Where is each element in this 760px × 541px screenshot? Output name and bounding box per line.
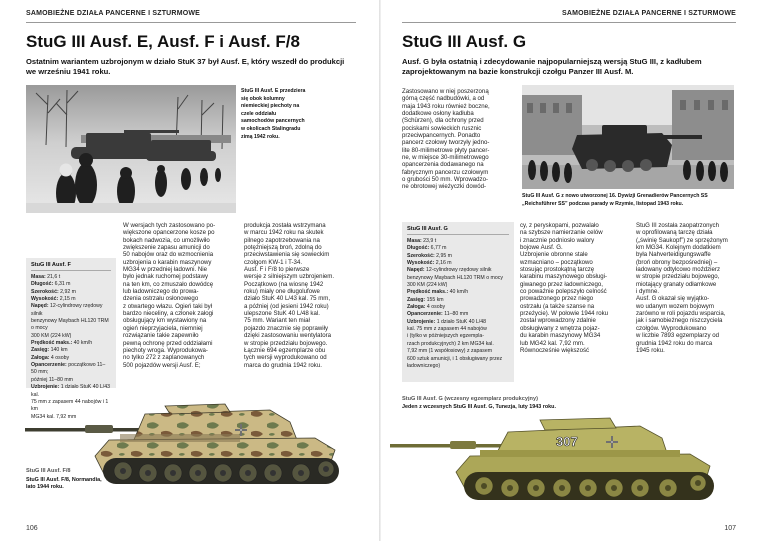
text-line: przeżycie). W połowie 1944 roku [520, 310, 609, 318]
text-line: obsługiwany z wnętrza pojaz- [520, 324, 600, 332]
spec-line: Masa: 23,9 t [407, 238, 437, 244]
text-line: 1945 roku. [636, 346, 665, 354]
text-line: z otwartego włazu. Ogień taki był [123, 302, 213, 310]
spec-line: później 11–80 mm [31, 376, 74, 383]
spec-line: Długość: 6,77 m [407, 245, 447, 252]
spec-heading: StuG III Ausf. G [407, 226, 448, 232]
tank-caption: Jeden z wczesnych StuG III Ausf. G, Tunezja, luty 1943 roku. [402, 404, 556, 410]
text-line: Początkowo (na wiosnę 1942 [244, 280, 324, 288]
text-line: km MG34. Kolejnym dodatkiem [636, 244, 721, 252]
spec-line: Wysokość: 2,15 m [31, 296, 76, 303]
spec-line: Opancerzenie: 11–80 mm [407, 311, 469, 318]
text-line: produkcja została wstrzymana [244, 222, 326, 229]
text-line: bokach nadwozia, co umożliwiło [123, 236, 210, 244]
text-line: ostrzału (a także szanse na [520, 302, 595, 310]
tank-caption-heading: StuG III Ausf. G (wczesny egzemplarz produkcyjny) [402, 396, 538, 402]
text-line: pociskami sowieckich rusznic [402, 124, 482, 132]
text-line: była Nahverteidigungswaffe [636, 251, 711, 259]
spec-line: i (tylko w późniejszych egzempla- [407, 333, 484, 340]
spec-line: 600 sztuk amunicji, i 1 obsługiwany przez [407, 355, 503, 362]
text-line: miotający granaty odłamkowe [636, 280, 717, 288]
text-line: StuG III została zaopatrzonych [636, 222, 719, 229]
stalingrad-photo [26, 85, 236, 213]
text-line: roku) miały one długolufowe [244, 288, 320, 296]
tank-caption: StuG III Ausf. F/8, Normandia, lato 1944 roku. [26, 477, 102, 491]
text-line: ne obrotowej wieżyczki dowód- [402, 183, 486, 191]
header-rule [26, 22, 356, 23]
text-line: 500 pojazdów wersji Ausf. E; [123, 361, 201, 369]
spec-line: Szerokość: 2,95 m [407, 252, 452, 259]
text-line: piechoty wroga. Wyprodukowa- [123, 346, 208, 354]
text-line: Równocześnie większość [520, 346, 590, 354]
text-line: bojowe Ausf. G. [520, 244, 563, 252]
text-line: rozwiązanie takie zapewniło [123, 332, 199, 340]
text-line: na szybsze namierzanie celów [520, 229, 603, 237]
text-line: w oprofilowaną tarczę działa [636, 229, 713, 237]
text-line: zwiększenie zapasu amunicji do [123, 244, 210, 252]
tank-illustration-ausf-g [390, 412, 750, 504]
text-line: działo StuK 40 L/43 kal. 75 mm, [244, 295, 331, 303]
text-line: grudnia 1942 roku do marca [636, 339, 713, 347]
text-line: pojazdo znacznie się poprawiły [244, 324, 329, 332]
page-number: 107 [724, 525, 736, 532]
text-line: o grubości 50 mm. Wprowadzo- [402, 176, 489, 184]
rome-parade-photo [522, 85, 734, 189]
spec-box-ausf-f [26, 258, 116, 420]
tank-caption-heading: StuG III Ausf. F/8 [26, 468, 71, 474]
text-line: zarówno w roli pojazdu wsparcia, [636, 310, 726, 318]
text-line: w liczbie 7893 egzemplarzy od [636, 332, 719, 340]
spec-line: Masa: 21,6 t [31, 274, 61, 280]
text-line: większone opancerzone kosze po [123, 229, 215, 237]
text-line: pancerz czołowy tworzyły jedno- [402, 139, 490, 147]
page-title: StuG III Ausf. E, Ausf. F i Ausf. F/8 [26, 32, 300, 51]
spec-line: Uzbrojenie: 1 działo StuK 40 L/43 kal. [31, 384, 111, 398]
text-line: w stropie przedziału bojowego. [244, 339, 328, 347]
text-line: ne, w miejsce 30-milimetrowego [402, 154, 489, 162]
body-column-3 [244, 222, 357, 369]
text-line: (Schürzen), dla ochrony przed [402, 117, 484, 125]
text-line: czołgów. Wyprodukowano [636, 324, 707, 332]
text-line: czołgom KW-1 i T-34. [244, 258, 303, 266]
spec-line: benzynowy Maybach HL120 TRM o mocy [407, 274, 503, 281]
text-line: obsługujący km wystawiony na [123, 317, 207, 325]
spec-line: Prędkość maks.: 40 km/h [407, 289, 469, 296]
page-title: StuG III Ausf. G [402, 32, 527, 51]
text-line: Łącznie 694 egzemplarze obu [244, 346, 326, 354]
text-line: Ausf. G okazał się wyjątko- [636, 295, 710, 303]
text-line: a później (od jesieni 1942 roku) [244, 302, 329, 310]
text-line: ogień nieprzyjaciela, niemniej [123, 324, 203, 332]
spec-line: 300 KM (224 kW) [31, 332, 72, 339]
body-column-1-top [402, 88, 517, 191]
running-head: SAMOBIEŻNE DZIAŁA PANCERNE I SZTURMOWE [26, 10, 201, 17]
text-line: uzbrojenia o karabin maszynowy [123, 258, 212, 266]
right-page [380, 0, 760, 541]
text-line: górną część nadbudówki, a od [402, 95, 485, 103]
spec-line: 75 mm z zapasem 44 nabojów i 1 km [31, 398, 109, 413]
spec-line: Załoga: 4 osoby [407, 304, 446, 311]
text-line: co poważnie polepszyło celność [520, 288, 607, 296]
text-line: W wersjach tych zastosowano po- [123, 222, 216, 229]
lead-paragraph: Ostatnim wariantem uzbrojonym w działo StuK 37 był Ausf. E, który wszedł do produkcji we wrześniu 1941 roku. [26, 57, 345, 76]
text-line: w marcu 1942 roku na skutek [244, 229, 324, 237]
text-line: marca do grudnia 1942 roku. [244, 361, 322, 369]
text-line: został wprowadzony zdalnie [520, 317, 596, 325]
text-line: przeciwstawienia się sowieckim [244, 251, 330, 259]
body-column-2 [123, 222, 236, 369]
text-line: pewną ochronę przed oddziałami [123, 339, 213, 347]
spec-line: MG34 kal. 7,92 mm [31, 413, 77, 420]
text-line: cy, z peryskopami, pozwalało [520, 222, 599, 229]
text-line: MG34 w przedniej ładowni. Nie [123, 266, 207, 274]
text-line: Zastosowano w niej poszerzoną [402, 88, 489, 95]
text-line: było jednak ruchomej podstawy [123, 273, 209, 281]
text-line: lub ładowniczego do prowa- [123, 288, 199, 296]
spec-line: 7,92 mm (1 współosiowy) z zapasem [407, 348, 493, 355]
photo-caption: StuG III Ausf. E przedziera się obok kolumny niemieckiej piechoty na czele oddziału samochodów pancernych w okolicach Stalingradu zimą 1942 roku. [241, 88, 306, 140]
text-line: dodatkowe osłony kadłuba [402, 110, 474, 118]
text-line: i znacznie podniosło walory [520, 236, 595, 244]
spec-line: rzach produkcyjnych) 2 km MG34 kal. [407, 340, 494, 347]
text-line: (broń obrony bezpośredniej) – [636, 258, 718, 266]
body-column-2 [520, 222, 630, 354]
photo-caption: StuG III Ausf. G z nowo utworzonej 16. Dywizji Grenadierów Pancernych SS „Reichsführer SS” podczas parady w Rzymie, listopad 1943 roku. [522, 193, 708, 207]
spec-line: Napęd: 12-cylindrowy rzędowy silnik [407, 267, 492, 274]
text-line: jak i samobieżnego niszczyciela [636, 317, 723, 325]
spec-line: Uzbrojenie: 1 działo StuK 40 L/48 [407, 318, 487, 325]
text-line: Uzbrojenie obronne stale [520, 251, 588, 259]
spec-line: Długość: 6,31 m [31, 281, 71, 288]
text-line: na ten km, co zmuszało dowódcę [123, 280, 214, 288]
text-line: tych wersji wyprodukowano od [244, 354, 327, 362]
spec-heading: StuG III Ausf. F [31, 262, 71, 268]
text-line: maja 1943 roku również boczne, [402, 102, 490, 110]
spec-line: Wysokość: 2,16 m [407, 260, 452, 267]
text-line: 75 mm. Wariant ten miał [244, 317, 310, 325]
text-line: no tylko 272 z zaplanowanych [123, 354, 205, 362]
text-line: przeciwpancernych. Ponadto [402, 132, 481, 140]
text-line: i dymne. [636, 288, 660, 296]
spec-box-ausf-g [402, 222, 514, 382]
page-number: 106 [26, 525, 38, 532]
text-line: pilnego zapotrzebowania na [244, 236, 320, 244]
text-line: opancerzenia dodawanego na [402, 161, 484, 169]
text-line: 50 nabojów oraz do wzmocnienia [123, 251, 214, 259]
header-rule [402, 22, 736, 23]
spec-line: 300 KM (224 kW) [407, 282, 448, 289]
spec-line: Zasięg: 155 km [407, 296, 444, 303]
text-line: ładowany odtylcowo moździerz [636, 266, 720, 274]
spec-line: ładowniczego) [407, 362, 441, 369]
text-line: dzięki zastosowaniu wentylatora [244, 332, 332, 340]
text-line: dzenia ostrzału osłonowego [123, 295, 199, 303]
spec-line: kal. 75 mm z zapasem 44 nabojów [407, 326, 487, 333]
text-line: Ausf. F i F/8 to pierwsze [244, 266, 310, 274]
text-line: wo udanym wozem bojowym [636, 302, 714, 310]
text-line: ulepszone StuK 40 L/48 kal. [244, 310, 320, 318]
text-line: wzmacniano – początkowo [520, 258, 593, 266]
text-line: giwanego przez ładowniczego, [520, 280, 603, 288]
text-line: („świnię Saukopf”) ze sprzężonym [636, 236, 728, 244]
text-line: fabrycznym pancerzu czołowym [402, 168, 489, 176]
text-line: potężniejszą broń, zdolną do [244, 244, 322, 252]
text-line: bardzo nieceliny, a członek załogi [123, 310, 214, 318]
text-line: lite 80-milimetrowe płyty pancer- [402, 146, 490, 154]
text-line: wersje z silniejszym uzbrojeniem. [244, 273, 335, 281]
spec-line: Napęd: 12-cylindrowy rzędowy silnik [31, 303, 103, 317]
spec-line: Opancerzenie: początkowo 11–50 mm; [31, 362, 106, 376]
body-column-3 [636, 222, 742, 354]
text-line: stosując prostokątną tarczę [520, 266, 595, 274]
text-line: du karabin maszynowy MG34 [520, 332, 601, 340]
text-line: lub MG42 kal. 7,92 mm. [520, 339, 585, 347]
spec-line: Szerokość: 2,92 m [31, 288, 76, 295]
running-head: SAMOBIEŻNE DZIAŁA PANCERNE I SZTURMOWE [561, 10, 736, 17]
spec-line: Zasięg: 140 km [31, 347, 68, 354]
spec-line: Załoga: 4 osoby [31, 354, 70, 361]
lead-paragraph: Ausf. G była ostatnią i zdecydowanie najpopularniejszą wersją StuG III, z kadłubem zaprojektowanym na bazie konstrukcji czołgu Panzer III Ausf. M. [402, 57, 702, 76]
spec-line: Prędkość maks.: 40 km/h [31, 340, 93, 347]
spec-line: benzynowy Maybach HL120 TRM o mocy [31, 318, 109, 332]
text-line: prowadzonego przez niego [520, 295, 594, 303]
text-line: w stropie przedziału bojowego, [636, 273, 720, 281]
tank-marking: 307 [556, 434, 578, 449]
text-line: karabinu maszynowego obsługi- [520, 273, 608, 281]
